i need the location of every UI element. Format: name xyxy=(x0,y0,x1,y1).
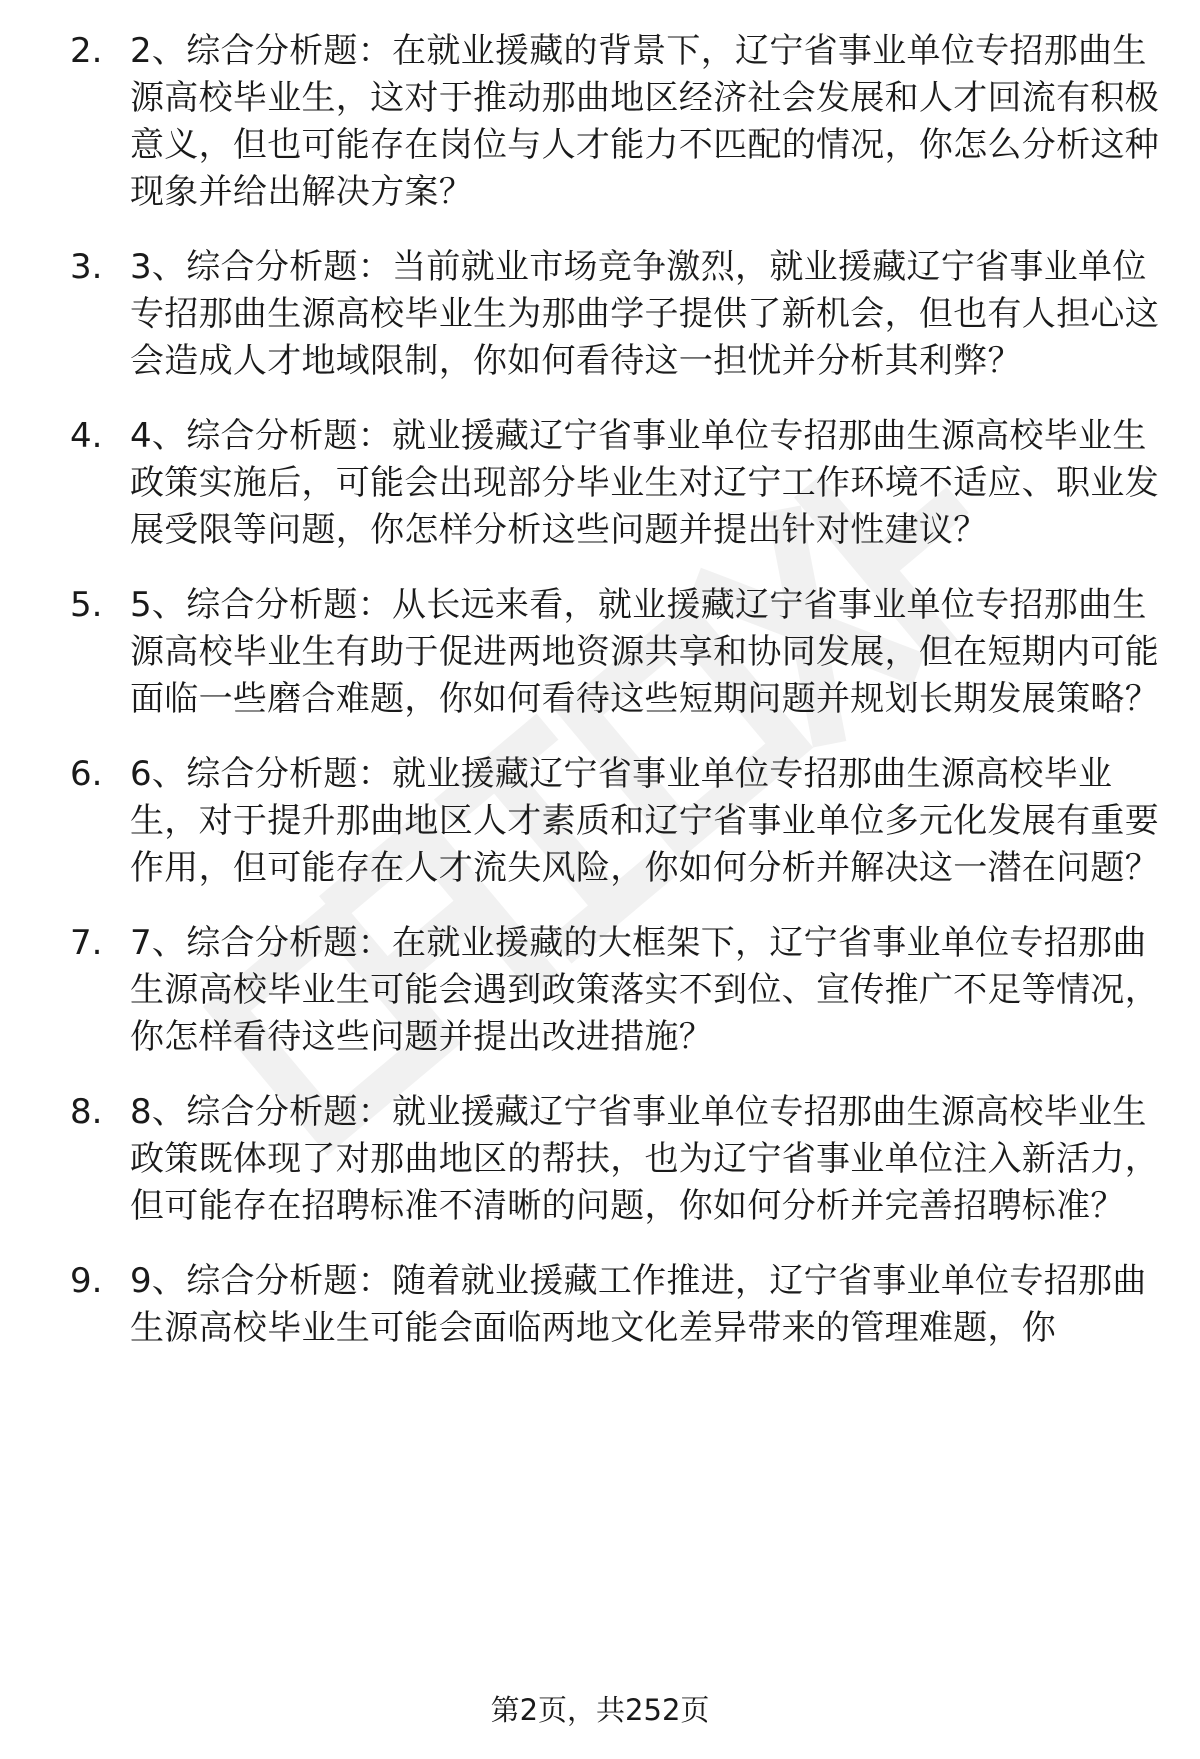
question-number: 4. xyxy=(70,416,103,456)
question-text: 6、综合分析题：就业援藏辽宁省事业单位专招那曲生源高校毕业生，对于提升那曲地区人才素质和辽宁省事业单位多元化发展有重要作用，但可能存在人才流失风险，你如何分析并解决这一潜在问题？ xyxy=(130,754,1159,888)
question-text: 7、综合分析题：在就业援藏的大框架下，辽宁省事业单位专招那曲生源高校毕业生可能会遇到政策落实不到位、宣传推广不足等情况，你怎样看待这些问题并提出改进措施？ xyxy=(130,923,1159,1057)
question-page xyxy=(0,28,1200,1380)
question-number: 5. xyxy=(70,585,103,625)
question-item xyxy=(0,920,1200,1061)
question-text: 8、综合分析题：就业援藏辽宁省事业单位专招那曲生源高校毕业生政策既体现了对那曲地区的帮扶，也为辽宁省事业单位注入新活力，但可能存在招聘标准不清晰的问题，你如何分析并完善招聘标准？ xyxy=(130,1092,1159,1226)
question-item xyxy=(0,751,1200,892)
question-item xyxy=(0,244,1200,385)
question-number: 7. xyxy=(70,923,103,963)
question-item xyxy=(0,1089,1200,1230)
question-item xyxy=(0,1258,1200,1352)
question-text: 9、综合分析题：随着就业援藏工作推进，辽宁省事业单位专招那曲生源高校毕业生可能会面临两地文化差异带来的管理难题，你 xyxy=(130,1261,1147,1348)
question-list xyxy=(0,28,1200,1352)
question-item xyxy=(0,413,1200,554)
question-item xyxy=(0,28,1200,216)
question-number: 6. xyxy=(70,754,103,794)
question-number: 3. xyxy=(70,247,103,287)
question-number: 2. xyxy=(70,31,103,71)
question-text: 5、综合分析题：从长远来看，就业援藏辽宁省事业单位专招那曲生源高校毕业生有助于促进两地资源共享和协同发展，但在短期内可能面临一些磨合难题，你如何看待这些短期问题并规划长期发展策略？ xyxy=(130,585,1159,719)
question-text: 2、综合分析题：在就业援藏的背景下，辽宁省事业单位专招那曲生源高校毕业生，这对于推动那曲地区经济社会发展和人才回流有积极意义，但也可能存在岗位与人才能力不匹配的情况，你怎么分析这种现象并给出解决方案？ xyxy=(130,31,1159,212)
question-text: 4、综合分析题：就业援藏辽宁省事业单位专招那曲生源高校毕业生政策实施后，可能会出现部分毕业生对辽宁工作环境不适应、职业发展受限等问题，你怎样分析这些问题并提出针对性建议？ xyxy=(130,416,1159,550)
question-text: 3、综合分析题：当前就业市场竞争激烈，就业援藏辽宁省事业单位专招那曲生源高校毕业生为那曲学子提供了新机会，但也有人担心这会造成人才地域限制，你如何看待这一担忧并分析其利弊？ xyxy=(130,247,1159,381)
question-number: 8. xyxy=(70,1092,103,1132)
question-item xyxy=(0,582,1200,723)
question-number: 9. xyxy=(70,1261,103,1301)
page-footer: 第2页，共252页 xyxy=(490,1693,710,1727)
